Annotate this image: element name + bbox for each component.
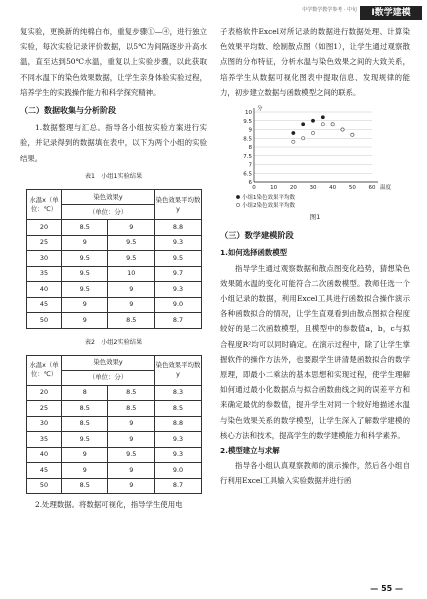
table-cell: 9 [108, 478, 155, 494]
table-row [27, 297, 202, 313]
y-tick-label: 7 [248, 162, 252, 169]
table-cell: 9.3 [155, 235, 202, 251]
subsection-heading: 2.模型建立与求解 [220, 446, 280, 456]
x-tick-label: 10 [270, 185, 278, 192]
table-row [27, 401, 202, 417]
table-cell: 50 [27, 478, 62, 494]
table-cell: 9 [62, 297, 108, 313]
th-temp: 水温x（单位：℃） [27, 190, 62, 220]
x-tick-label: 30 [309, 185, 317, 192]
y-tick-label: 6 [248, 180, 252, 187]
table-cell: 8.5 [155, 401, 202, 417]
figure-caption: 图1 [309, 213, 321, 222]
group1-point [311, 119, 314, 122]
y-tick-label: 9.5 [243, 118, 252, 125]
th-temp: 水温x（单位：℃） [27, 355, 62, 385]
page-number: — 55 — [370, 584, 403, 593]
x-axis-label: 温度 [380, 185, 392, 192]
th-unit: （单位：分） [62, 370, 155, 385]
table-cell: 8.5 [108, 385, 155, 401]
table-cell: 40 [27, 282, 62, 298]
table1-caption: 表1 小组1实验结果 [84, 172, 143, 180]
paragraph: 子表格软件Excel对所记录的数据进行数据处理、计算染色效果平均数、绘制散点图（如图1），让学生通过观察散点图的分布特征，分析水温与染色效果之间的大致关系，培养学生从数据可视化图表中提取信息、发现规律的能力，初步建立数据与函数模型之间的联系。 [220, 27, 410, 97]
table-cell: 9.5 [108, 447, 155, 463]
table-cell: 35 [27, 432, 62, 448]
th-avg: 染色效果平均数y [155, 355, 202, 385]
legend-label: 小组1染色效果平均数 [242, 195, 295, 202]
table-cell: 45 [27, 463, 62, 479]
table-cell: 35 [27, 266, 62, 282]
table-cell: 9.5 [62, 251, 108, 267]
table-cell: 45 [27, 297, 62, 313]
table-cell: 9 [62, 313, 108, 329]
paragraph: 2.处理数据。将数据可视化，指导学生使用电 [35, 500, 183, 510]
table-row [27, 385, 202, 401]
table-row [27, 282, 202, 298]
table-cell: 9.5 [108, 251, 155, 267]
table-row [27, 478, 202, 494]
y-tick-label: 10 [245, 110, 252, 117]
table-cell: 10 [108, 266, 155, 282]
table-cell: 9.5 [108, 235, 155, 251]
y-tick-label: 8 [248, 145, 252, 152]
y-tick-label: 9 [248, 127, 252, 134]
header-brand: 中学数学教学参考 · 中旬 [302, 7, 357, 13]
paragraph: 指导学生通过观察数据和散点图变化趋势，猜想染色效果随水温的变化可能符合二次函数模型。教师任选一个小组记录的数据，利用Excel工具进行函数拟合操作演示各种函数拟合的情况，让学生直观看到由散点图拟合程度较好的是二次函数模型，且模型中的参数值a，b，c与拟合程度R²均可以同时确定。在演示过程中，除了让学生掌握软件的操作方法外，也要跟学生讲清楚函数拟合的数学原理，即最小二乘法的基本思想和实现过程，使学生理解如何通过最小化数据点与拟合函数曲线之间的误差平方和来确定最优的参数值，提升学生对同一个较好地描述水温与染色效果关系的数学模型，让学生深入了解数学建模的核心方法和技术，提高学生的数学建模能力和科学素养。 [220, 263, 410, 440]
y-axis-label: 分 [257, 106, 263, 113]
group2-point [331, 123, 334, 126]
table-cell: 9 [108, 416, 155, 432]
paragraph: 1.数据整理与汇总。指导各小组按实验方案进行实验，并记录得到的数据填在表中，以下为两个小组的实验结果。 [20, 123, 207, 163]
legend-marker-group2 [236, 203, 239, 206]
table-cell: 9.5 [62, 266, 108, 282]
table-row [27, 266, 202, 282]
table-cell: 9.3 [155, 447, 202, 463]
table-cell: 9.3 [155, 432, 202, 448]
group2-point [351, 133, 354, 136]
y-tick-label: 7.5 [243, 153, 252, 160]
table-cell: 8.8 [155, 416, 202, 432]
x-tick-label: 50 [348, 185, 356, 192]
th-effect: 染色效果y [62, 355, 155, 370]
table-row [27, 416, 202, 432]
left-column [20, 24, 207, 512]
table-cell: 8 [62, 385, 108, 401]
section-title-badge: I数学建模 [360, 6, 422, 20]
table-cell: 8.8 [155, 220, 202, 236]
group2-point [341, 128, 344, 131]
table-cell: 8.5 [108, 401, 155, 417]
table-row [27, 251, 202, 267]
legend-label: 小组2染色效果平均数 [242, 203, 295, 210]
table-cell: 30 [27, 251, 62, 267]
table-cell: 8.5 [62, 416, 108, 432]
th-effect: 染色效果y [62, 190, 155, 205]
table-cell: 9.5 [62, 432, 108, 448]
table-cell: 8.7 [155, 478, 202, 494]
group1-point [292, 131, 295, 134]
chart-svg [232, 102, 402, 210]
table-cell: 9 [108, 282, 155, 298]
group1-point [321, 116, 324, 119]
section-heading: （三）数学建模阶段 [220, 230, 294, 241]
table-row [27, 463, 202, 479]
right-column [220, 24, 410, 489]
table-cell: 9.5 [155, 251, 202, 267]
table-cell: 9.0 [155, 463, 202, 479]
table-cell: 9 [108, 432, 155, 448]
table-cell: 8.5 [62, 478, 108, 494]
section-heading: （二）数据收集与分析阶段 [20, 106, 116, 116]
table-cell: 9.3 [155, 282, 202, 298]
paragraph: 指导各小组认真观察教师的演示操作，然后各小组自行利用Excel工具输入实验数据并进行函 [220, 461, 410, 486]
table-cell: 9.5 [62, 282, 108, 298]
legend-marker-group1 [236, 195, 239, 198]
table-cell: 8.3 [155, 385, 202, 401]
table-cell: 9 [108, 220, 155, 236]
x-tick-label: 0 [252, 185, 256, 192]
table-cell: 40 [27, 447, 62, 463]
scatter-chart [232, 102, 402, 210]
table-cell: 9 [108, 297, 155, 313]
table2 [26, 355, 202, 495]
group2-point [302, 137, 305, 140]
paragraph: 复实验，更换新的纯棉白布，重复步骤①—④，进行独立实验，每次实验记录评价数据，以5℃为间隔逐步升高水温，直至达到50℃水温，重复以上实验步骤，以此获取不同水温下的染色效果数据，让学生亲身体验实验过程，培养学生的实践操作能力和科学探究精神。 [20, 27, 207, 97]
th-unit: （单位：分） [62, 205, 155, 220]
group2-point [311, 131, 314, 134]
group1-point [302, 123, 305, 126]
y-tick-label: 8.5 [243, 136, 252, 143]
table-cell: 20 [27, 385, 62, 401]
table-cell: 50 [27, 313, 62, 329]
x-tick-label: 20 [289, 185, 297, 192]
table-cell: 9 [62, 235, 108, 251]
table-row [27, 235, 202, 251]
th-avg: 染色效果平均数y [155, 190, 202, 220]
table1 [26, 189, 202, 329]
table-row [27, 447, 202, 463]
table-cell: 25 [27, 235, 62, 251]
table-cell: 20 [27, 220, 62, 236]
table-cell: 9.7 [155, 266, 202, 282]
group2-point [321, 123, 324, 126]
table-cell: 30 [27, 416, 62, 432]
group2-point [292, 140, 295, 143]
table-row [27, 313, 202, 329]
table-cell: 8.5 [108, 313, 155, 329]
x-tick-label: 40 [329, 185, 337, 192]
table-cell: 25 [27, 401, 62, 417]
table-cell: 8.7 [155, 313, 202, 329]
table-cell: 9 [62, 447, 108, 463]
x-tick-label: 60 [368, 185, 376, 192]
table2-caption: 表2 小组2实验结果 [84, 338, 143, 346]
table-cell: 8.5 [62, 220, 108, 236]
table-row [27, 432, 202, 448]
table-cell: 9.0 [155, 297, 202, 313]
table-cell: 8.5 [62, 401, 108, 417]
table-row [27, 220, 202, 236]
subsection-heading: 1.如何选择函数模型 [220, 248, 288, 258]
table-cell: 9 [62, 463, 108, 479]
y-tick-label: 6.5 [243, 171, 252, 178]
table-cell: 9 [108, 463, 155, 479]
